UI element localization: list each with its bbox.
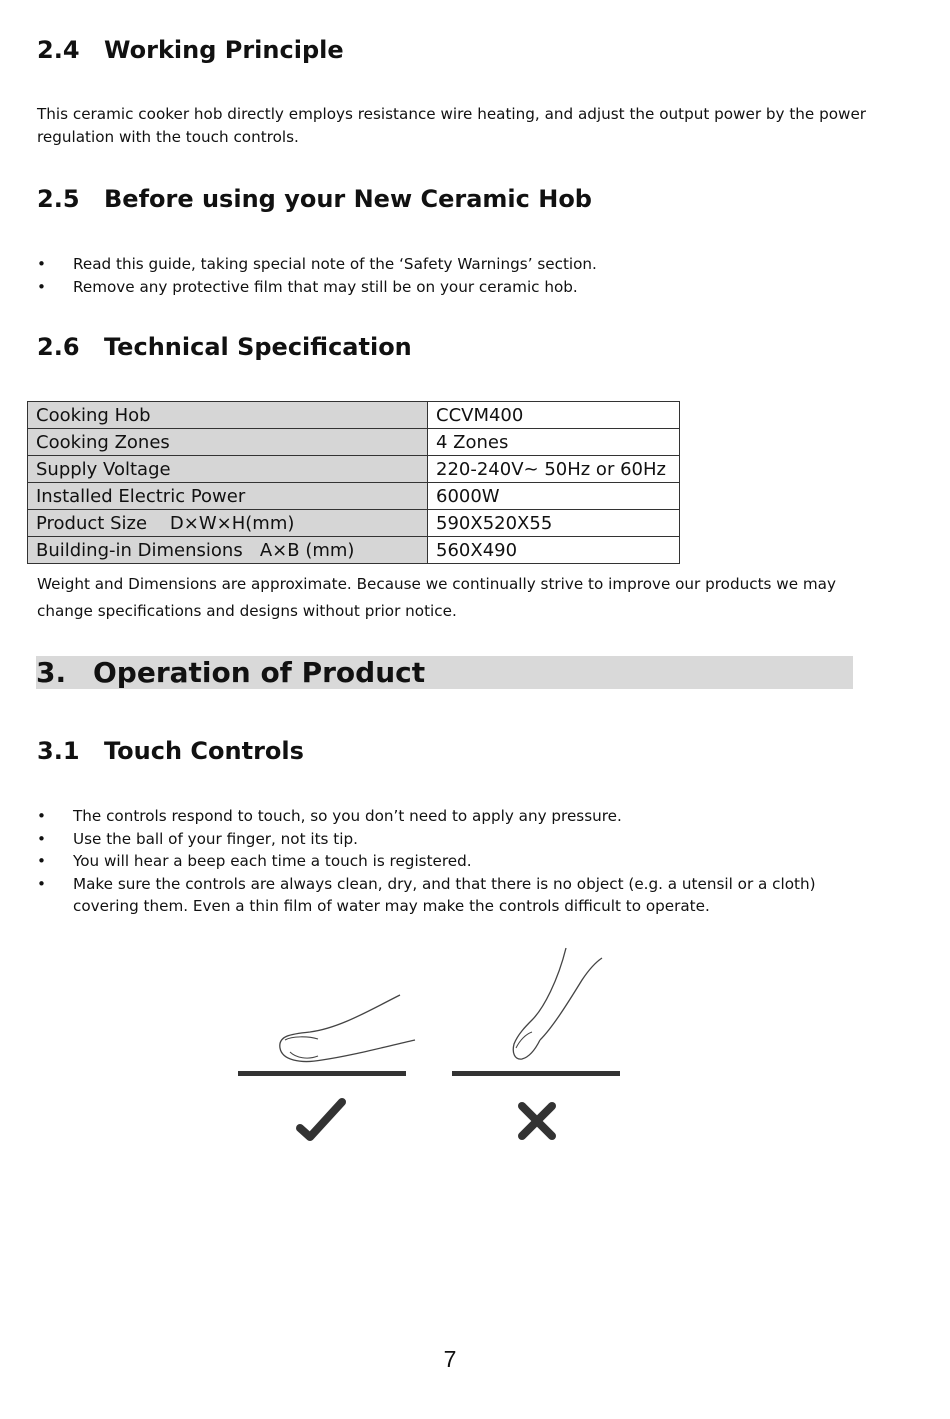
list-item-text: Read this guide, taking special note of the ‘Safety Warnings’ section.	[73, 255, 597, 273]
wrong-touch-illustration	[452, 948, 620, 1136]
list-item	[37, 253, 867, 276]
section-heading-3-1	[37, 737, 304, 765]
spec-note: Weight and Dimensions are approximate. Because we continually strive to improve our products we may change specifications and designs without prior notice.	[37, 575, 836, 620]
spec-label: Building-in Dimensions A×B (mm)	[28, 537, 428, 564]
page-number	[0, 1346, 900, 1373]
bullet-icon: •	[37, 852, 46, 870]
list-item	[37, 850, 867, 873]
spec-value: 220-240V~ 50Hz or 60Hz	[428, 456, 680, 483]
spec-value: 590X520X55	[428, 510, 680, 537]
section-number: 3.1	[37, 737, 80, 765]
spec-label: Product Size D×W×H(mm)	[28, 510, 428, 537]
list-item-text: The controls respond to touch, so you don’t need to apply any pressure.	[73, 807, 622, 825]
section-heading-2-5	[37, 185, 592, 213]
table-row	[28, 456, 680, 483]
bullet-icon: •	[37, 829, 46, 848]
spec-label: Cooking Hob	[28, 402, 428, 429]
section-number: 2.6	[37, 333, 80, 361]
list-item	[37, 805, 867, 828]
hob-surface-right	[452, 1071, 620, 1076]
list-item	[37, 828, 867, 851]
finger-tip-icon	[513, 948, 566, 1059]
list-item	[37, 873, 867, 918]
touch-technique-figure	[230, 940, 630, 1150]
cross-mark-icon	[522, 1106, 552, 1136]
section-title: Technical Specification	[104, 333, 412, 361]
touch-controls-list	[37, 805, 867, 918]
chapter-banner	[36, 656, 853, 689]
table-row	[28, 429, 680, 456]
correct-touch-illustration	[238, 995, 415, 1137]
chapter-number: 3.	[36, 656, 67, 689]
list-item	[37, 276, 867, 299]
spec-value: 4 Zones	[428, 429, 680, 456]
list-item-text: Use the ball of your finger, not its tip.	[73, 829, 358, 848]
spec-label: Installed Electric Power	[28, 483, 428, 510]
spec-value: 560X490	[428, 537, 680, 564]
chapter-heading	[36, 656, 853, 689]
section-title: Touch Controls	[104, 737, 304, 765]
spec-table	[27, 401, 680, 564]
table-row	[28, 402, 680, 429]
page-number-text: 7	[443, 1346, 457, 1372]
spec-value: 6000W	[428, 483, 680, 510]
section-title: Before using your New Ceramic Hob	[104, 185, 592, 213]
section-title: Working Principle	[104, 36, 344, 64]
list-item-text: Remove any protective film that may still be on your ceramic hob.	[73, 277, 578, 296]
before-using-list	[37, 253, 867, 298]
table-row	[28, 537, 680, 564]
table-row	[28, 483, 680, 510]
list-item-text: Make sure the controls are always clean, dry, and that there is no object (e.g. a utensil or a cloth) covering them. Even a thin film of water may make the controls difficult to operate.	[73, 874, 816, 915]
section-number: 2.4	[37, 36, 80, 64]
section-number: 2.5	[37, 185, 80, 213]
bullet-icon: •	[37, 277, 46, 296]
table-row	[28, 510, 680, 537]
spec-label: Supply Voltage	[28, 456, 428, 483]
finger-ball-icon	[280, 995, 415, 1062]
chapter-title: Operation of Product	[93, 656, 426, 689]
bullet-icon: •	[37, 807, 46, 825]
spec-value: CCVM400	[428, 402, 680, 429]
list-item-text: You will hear a beep each time a touch is registered.	[73, 852, 472, 870]
bullet-icon: •	[37, 874, 46, 893]
check-mark-icon	[300, 1102, 342, 1137]
section-heading-2-6	[37, 333, 412, 361]
spec-label: Cooking Zones	[28, 429, 428, 456]
section-heading-2-4	[37, 36, 344, 64]
working-principle-text: This ceramic cooker hob directly employs resistance wire heating, and adjust the output power by the power regulation with the touch controls.	[37, 105, 867, 146]
hob-surface-left	[238, 1071, 406, 1076]
bullet-icon: •	[37, 255, 46, 273]
